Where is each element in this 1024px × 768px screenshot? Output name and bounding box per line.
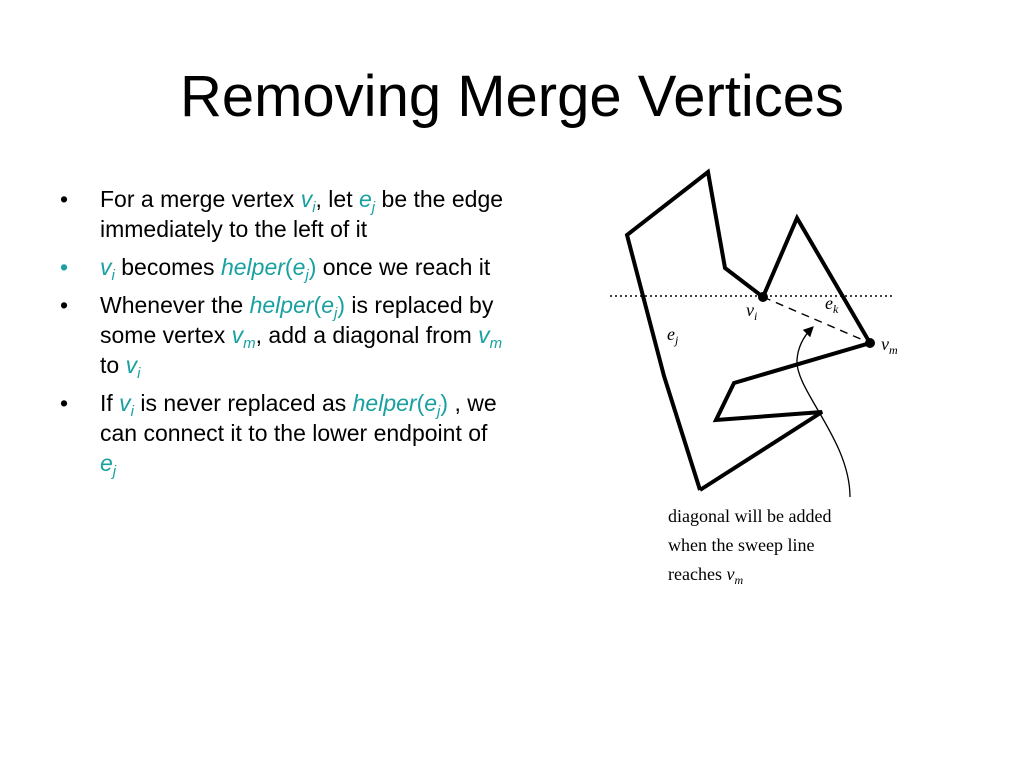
math-paren: ( — [416, 390, 425, 416]
math-e: e — [100, 450, 113, 476]
bullet-marker: • — [60, 186, 69, 212]
math-subscript: m — [243, 335, 256, 352]
math-v: v — [300, 186, 313, 212]
math-helper: helper — [249, 292, 314, 318]
math-paren: ) — [440, 390, 449, 416]
bullet-text: Whenever the — [100, 292, 250, 318]
label-ek: $e_k$ — [825, 293, 839, 316]
bullet-marker: • — [60, 292, 69, 318]
math-v: v — [478, 322, 490, 348]
polygon-outline — [627, 172, 870, 490]
math-e: e — [292, 254, 306, 280]
bullet-text: , add a diagonal from — [255, 322, 479, 348]
math-subscript: j — [305, 267, 309, 284]
math-paren: ) — [337, 292, 346, 318]
bullet-text: , let — [315, 186, 359, 212]
math-subscript: i — [312, 199, 316, 216]
math-subscript: j — [112, 463, 117, 480]
math-e: e — [321, 292, 334, 318]
math-subscript: j — [334, 305, 338, 322]
bullet-text: is replaced by some vertex — [100, 292, 494, 348]
math-subscript: m — [489, 335, 503, 352]
math-e: e — [424, 390, 438, 416]
math-e: e — [359, 186, 372, 212]
math-paren: ) — [308, 254, 317, 280]
math-subscript: i — [111, 267, 115, 284]
math-paren: ( — [284, 254, 293, 280]
math-helper: helper — [352, 390, 417, 416]
caption-line-3: reaches $v_m$ — [668, 564, 744, 587]
bullet-text: If — [100, 390, 120, 416]
bullet-text: is never replaced as — [134, 390, 353, 416]
math-subscript: i — [137, 365, 141, 382]
math-subscript: j — [437, 403, 441, 420]
label-vi: $v_i$ — [746, 300, 758, 323]
math-v: v — [125, 352, 138, 378]
bullet-text: once we reach it — [316, 254, 491, 280]
math-helper: helper — [220, 254, 285, 280]
diagonal-dashed — [763, 297, 870, 343]
math-v: v — [100, 254, 112, 280]
bullet-text: becomes — [114, 254, 221, 280]
math-subscript: j — [371, 199, 376, 216]
slide-title: Removing Merge Vertices — [179, 64, 845, 129]
vertex-vm — [865, 338, 875, 348]
label-vm: $v_m$ — [881, 334, 898, 357]
bullet-text: to — [100, 352, 126, 378]
bullet-text: be the edge immediately to the left of it — [100, 186, 504, 242]
bullet-text: , we can connect it to the lower endpoint of — [100, 390, 497, 446]
math-subscript: i — [130, 403, 135, 420]
math-v: v — [119, 390, 131, 416]
math-v: v — [231, 322, 244, 348]
bullet-marker: • — [60, 254, 69, 280]
bullet-text: For a merge vertex — [100, 186, 301, 212]
bullet-marker: • — [60, 390, 69, 416]
caption-line-1: diagonal will be added — [668, 506, 832, 526]
label-ej: $e_j$ — [667, 324, 679, 347]
math-paren: ( — [313, 292, 322, 318]
caption-line-2: when the sweep line — [668, 535, 815, 555]
vertex-vi — [758, 292, 768, 302]
